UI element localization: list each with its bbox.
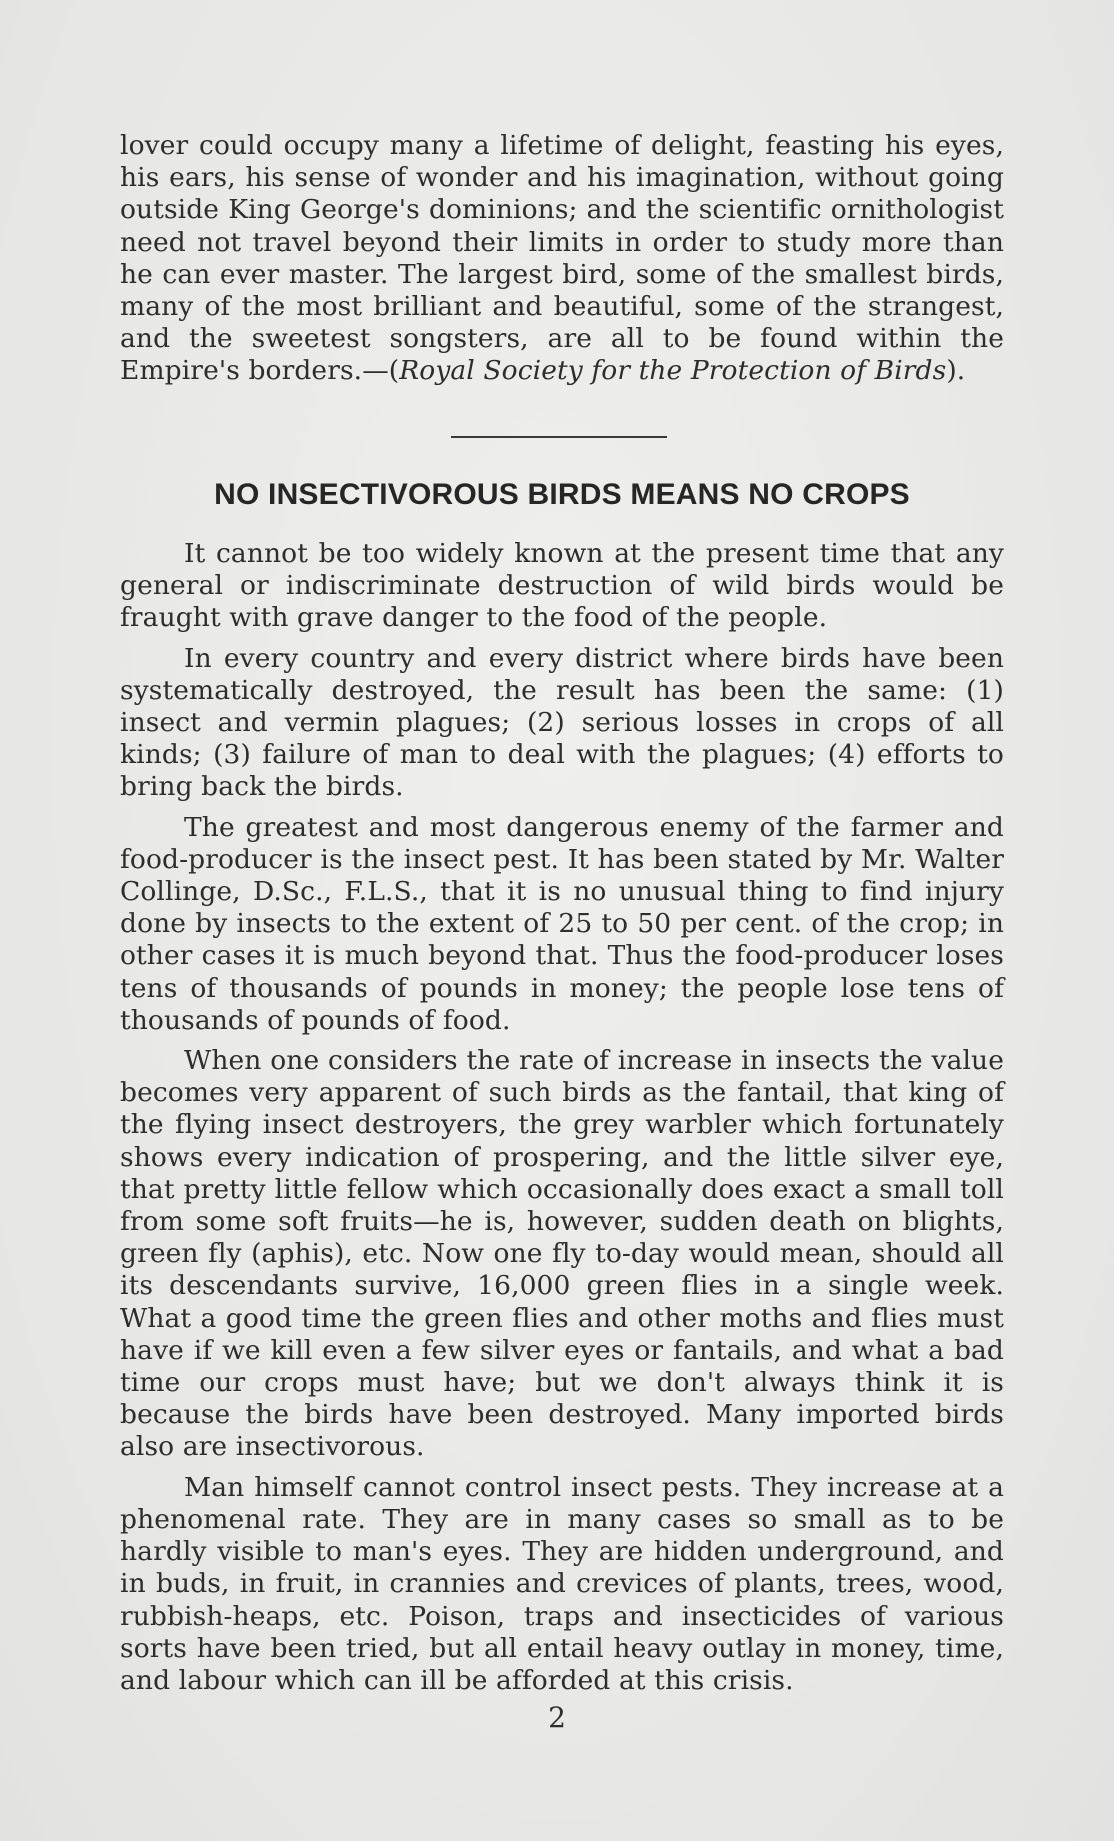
page-number: 2	[548, 1701, 566, 1734]
intro-paragraph	[120, 130, 1004, 388]
section-body	[120, 538, 1004, 1705]
body-paragraph: Man himself cannot control insect pests. They increase at a phenomenal rate. They are in many cases so small as to be hardly visible to man's eyes. They are hidden underground, and in buds, in fruit, in crannies and crevices of plants, trees, wood, rubbish-heaps, etc. Poison, traps and insecticides of various sorts have been tried, but all entail heavy outlay in money, time, and labour which can ill be afforded at this crisis.	[120, 1471, 1004, 1696]
body-paragraph: It cannot be too widely known at the present time that any general or indiscriminate destruction of wild birds would be fraught with grave danger to the food of the people.	[120, 538, 1004, 634]
intro-text: lover could occupy many a lifetime of delight, feasting his eyes, his ears, his sense of wonder and his imagination, without going outside King George's dominions; and the scientific ornithologist need not travel beyond their limits in order to study more than he can ever master. The largest bird, some of the smallest birds, many of the most brilliant and beautiful, some of the strangest, and the sweetest songsters, are all to be found within the Empire's borders.—(	[120, 130, 1004, 387]
citation-closing: ).	[946, 355, 966, 387]
citation-source: Royal Society for the Protection of Birds	[399, 355, 947, 387]
body-paragraph: When one considers the rate of increase in insects the value becomes very apparent of such birds as the fantail, that king of the flying insect destroyers, the grey warbler which fortunately shows every indication of prospering, and the little silver eye, that pretty little fellow which occasionally does exact a small toll from some soft fruits—he is, however, sudden death on blights, green fly (aphis), etc. Now one fly to-day would mean, should all its descendants survive, 16,000 green flies in a single week. What a good time the green flies and other moths and flies must have if we kill even a few silver eyes or fantails, and what a bad time our crops must have; but we don't always think it is because the birds have been destroyed. Many imported birds also are insectivorous.	[120, 1045, 1004, 1463]
section-heading: NO INSECTIVOROUS BIRDS MEANS NO CROPS	[214, 478, 910, 511]
body-paragraph: In every country and every district where birds have been systematically destroyed, the result has been the same: (1) insect and vermin plagues; (2) serious losses in crops of all kinds; (3) failure of man to deal with the plagues; (4) efforts to bring back the birds.	[120, 642, 1004, 803]
body-paragraph: The greatest and most dangerous enemy of the farmer and food-producer is the insect pest. It has been stated by Mr. Walter Collinge, D.Sc., F.L.S., that it is no unusual thing to find injury done by insects to the extent of 25 to 50 per cent. of the crop; in other cases it is much beyond that. Thus the food-producer loses tens of thousands of pounds in money; the people lose tens of thousands of pounds of food.	[120, 811, 1004, 1036]
section-divider	[451, 436, 667, 438]
intro-text-line	[120, 130, 1004, 388]
